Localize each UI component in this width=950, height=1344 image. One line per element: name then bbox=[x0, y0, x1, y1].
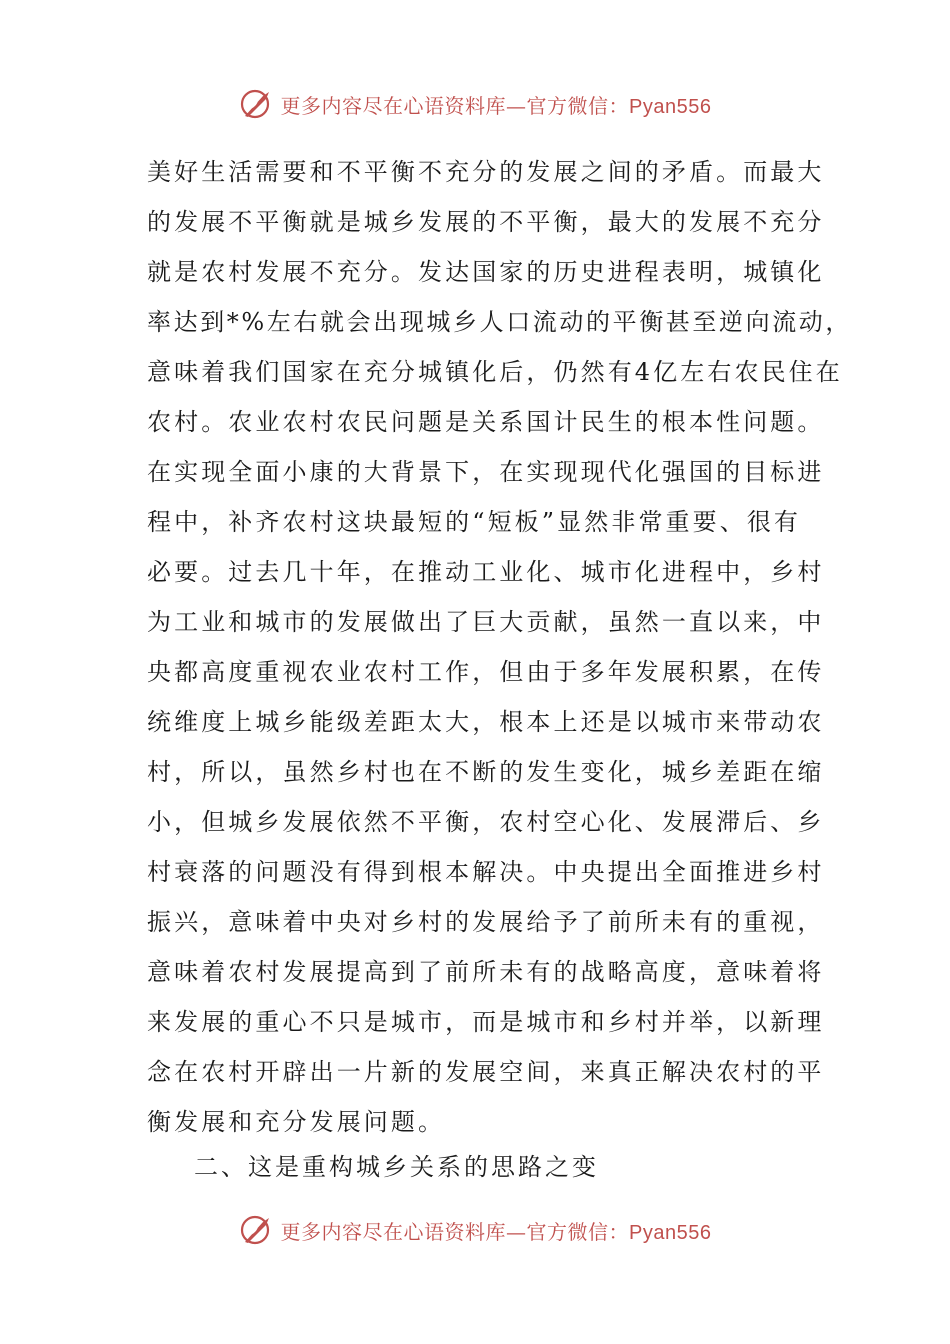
paragraph-line: 的发展不平衡就是城乡发展的不平衡，最大的发展不充分 bbox=[147, 208, 825, 236]
watermark-wechat-id: Pyan556 bbox=[629, 1221, 712, 1244]
paragraph-line: 村，所以，虽然乡村也在不断的发生变化，城乡差距在缩 bbox=[147, 758, 825, 786]
paragraph-line: 村衰落的问题没有得到根本解决。中央提出全面推进乡村 bbox=[147, 858, 825, 886]
paragraph-line: 率达到*%左右就会出现城乡人口流动的平衡甚至逆向流动， bbox=[147, 308, 853, 336]
paragraph-line: 农村。农业农村农民问题是关系国计民生的根本性问题。 bbox=[147, 408, 825, 436]
pen-circle-logo-icon bbox=[239, 86, 275, 122]
paragraph-line: 程中，补齐农村这块最短的“短板”显然非常重要、很有 bbox=[147, 508, 802, 536]
paragraph-line: 央都高度重视农业农村工作，但由于多年发展积累，在传 bbox=[147, 658, 825, 686]
watermark-text bbox=[281, 90, 712, 119]
paragraph-line: 振兴，意味着中央对乡村的发展给予了前所未有的重视， bbox=[147, 908, 825, 936]
watermark-wechat-id: Pyan556 bbox=[629, 95, 712, 118]
body-paragraph bbox=[147, 147, 853, 1147]
paragraph-line: 意味着我们国家在充分城镇化后，仍然有4亿左右农民住在 bbox=[147, 358, 843, 386]
section-heading: 二、这是重构城乡关系的思路之变 bbox=[194, 1153, 599, 1181]
paragraph-line: 小，但城乡发展依然不平衡，农村空心化、发展滞后、乡 bbox=[147, 808, 825, 836]
paragraph-line: 为工业和城市的发展做出了巨大贡献，虽然一直以来，中 bbox=[147, 608, 825, 636]
watermark-header bbox=[0, 82, 950, 126]
paragraph-line: 念在农村开辟出一片新的发展空间，来真正解决农村的平 bbox=[147, 1058, 825, 1086]
watermark-label: 更多内容尽在心语资料库—官方微信： bbox=[280, 93, 630, 118]
paragraph-line: 意味着农村发展提高到了前所未有的战略高度，意味着将 bbox=[147, 958, 825, 986]
paragraph-line: 美好生活需要和不平衡不充分的发展之间的矛盾。而最大 bbox=[147, 158, 825, 186]
paragraph-line: 衡发展和充分发展问题。 bbox=[147, 1108, 446, 1136]
paragraph-line: 统维度上城乡能级差距太大，根本上还是以城市来带动农 bbox=[147, 708, 825, 736]
watermark-footer bbox=[0, 1208, 950, 1252]
paragraph-line: 在实现全面小康的大背景下，在实现现代化强国的目标进 bbox=[147, 458, 825, 486]
paragraph-line: 必要。过去几十年，在推动工业化、城市化进程中，乡村 bbox=[147, 558, 825, 586]
watermark-label: 更多内容尽在心语资料库—官方微信： bbox=[280, 1219, 630, 1244]
watermark-text bbox=[281, 1216, 712, 1245]
paragraph-line: 来发展的重心不只是城市，而是城市和乡村并举，以新理 bbox=[147, 1008, 825, 1036]
pen-circle-logo-icon bbox=[239, 1212, 275, 1248]
paragraph-line: 就是农村发展不充分。发达国家的历史进程表明，城镇化 bbox=[147, 258, 825, 286]
